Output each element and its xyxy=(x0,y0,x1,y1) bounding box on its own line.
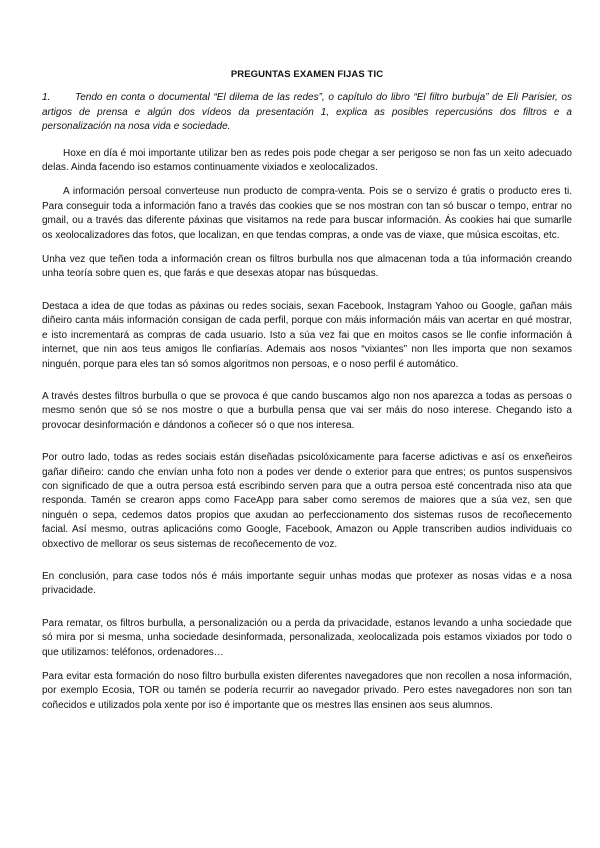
paragraph-6: Por outro lado, todas as redes sociais están diseñadas psicolóxicamente para facerse adictivas e así os enxeñeiros gañar diñeiro: cando che envían unha foto non a podes ver dende o exterior para que entres; os puntos suspensivos con significado de que a outra persoa está escribindo serven para que a outra persoa esté concentrada niso ata que responda. Tamén se crearon apps como FaceApp para saber como seremos de maiores que a súa vez, sen que ninguén o sepa, cedemos datos propios que axudan ao perfeccionamento dos sistemas rusos de recoñecemento facial. Así mesmo, outras aplicacións como Google, Facebook, Amazon ou Apple transcriben audios individuais co obxectivo de mellorar os seus sistemas de recoñecemento de voz. xyxy=(42,452,572,550)
paragraph-4: Destaca a idea de que todas as páxinas ou redes sociais, sexan Facebook, Instagram Yahoo ou Google, gañan máis diñeiro canta máis información consigan de cada perfil, porque con máis información máis van acertar en qué mostrar, e isto incrementará as compras de cada usuario. Isto a súa vez fai que en moitos casos se lle confie información á internet, que nin aos teus amigos lle confiarías. Ademais aos nosos “vixiantes” non lles importa que non sexamos ninguén, porque para eles tan só somos algoritmos non persoas, e o noso perfil é automático. xyxy=(42,300,572,370)
paragraph-1: Hoxe en día é moi importante utilizar ben as redes pois pode chegar a ser perigoso se non fas un xeito adecuado delas. Ainda facendo iso estamos continuamente vixiados e xeolocalizados. xyxy=(42,147,572,174)
document-title: PREGUNTAS EXAMEN FIJAS TIC xyxy=(230,69,384,80)
paragraph-5: A través destes filtros burbulla o que se provoca é que cando buscamos algo non nos aparezca a todas as persoas o mesmo senón que só se nos mostre o que a burbulla pensa que vai ser máis do noso interese. Chegando isto a provocar desinformación e dándonos a coñecer só o que nos interesa. xyxy=(42,390,572,431)
paragraph-7: En conclusión, para case todos nós é máis importante seguir unhas modas que protexer as nosas vidas e a nosa privacidade. xyxy=(42,570,572,597)
paragraph-8: Para rematar, os filtros burbulla, a personalización ou a perda da privacidade, estanos levando a unha sociedade que só mira por si mesma, unha sociedade desinformada, personalizada, xeolocalizada pois estamos vixiados por todo o que utilizamos: teléfonos, ordenadores… xyxy=(42,617,572,658)
question-block xyxy=(42,91,572,134)
question-text: Tendo en conta o documental “El dilema de las redes”, o capítulo do libro “El filtro burbuja” de Eli Parisier, os artigos de prensa e algún dos vídeos da presentación 1, explica as posibles repercusións dos filtros e a personalización na nosa vida e sociedade. xyxy=(42,92,572,133)
paragraph-3: Unha vez que teñen toda a información crean os filtros burbulla nos que almacenan toda a túa información creando unha teoría sobre quen es, que farás e que desexas atopar nas búsquedas. xyxy=(42,254,572,280)
question-number: 1. xyxy=(42,92,51,104)
paragraph-9: Para evitar esta formación do noso filtro burbulla existen diferentes navegadores que non recollen a nosa información, por exemplo Ecosia, TOR ou tamén se podería recurrir ao navegador privado. Pero estes navegadores non son tan coñecidos e utilizados pola xente por iso é importante que os mestres llas ensinen aos seus alumnos. xyxy=(42,671,572,711)
paragraph-2: A información persoal converteuse nun producto de compra-venta. Pois se o servizo é gratis o producto eres ti. Para conseguir toda a información fano a través das cookies que se nos mostran con tan só buscar o tempo, entrar no gmail, ou a través das diferente páxinas que visitamos na rede para buscar información. Ás cookies hai que sumarlle os xeolocalizadores das fotos, que localizan, en que tendas compras, a onde vas de viaxe, que música escoitas, etc. xyxy=(42,186,572,241)
